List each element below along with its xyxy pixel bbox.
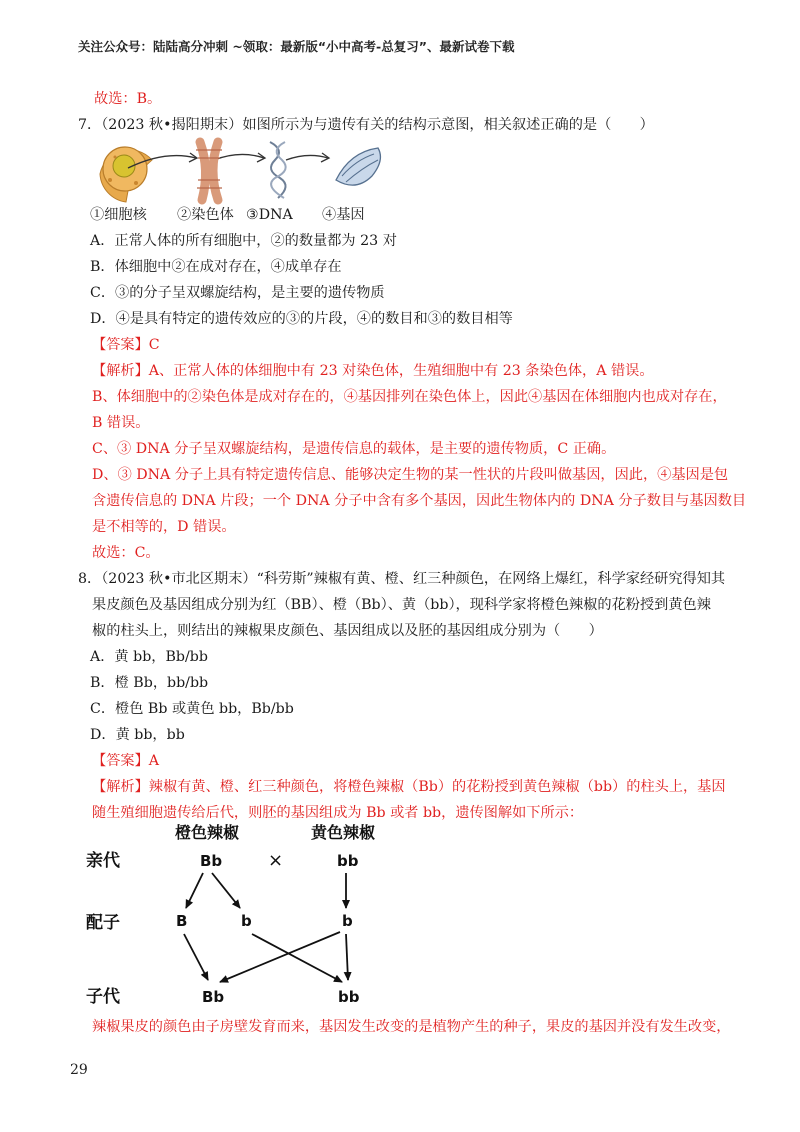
q7-stem: 7．（2023 秋•揭阳期末）如图所示为与遗传有关的结构示意图，相关叙述正确的是（ ）	[78, 117, 654, 133]
q8-option-d: D．黄 bb，bb	[90, 727, 185, 743]
q7-option-c: C．③的分子呈双螺旋结构，是主要的遗传物质	[90, 285, 385, 301]
diagram-row-gamete: 配子	[86, 913, 120, 933]
q8-stem-line-1: 8．（2023 秋•市北区期末）“科劳斯”辣椒有黄、橙、红三种颜色，在网络上爆红，科学家经研究得知其	[78, 571, 726, 587]
q7-analysis-line-7: 是不相等的，D 错误。	[92, 519, 236, 535]
q7-analysis-line-3: B 错误。	[92, 415, 150, 431]
q8-stem-line-3: 椒的柱头上，则结出的辣椒果皮颜色、基因组成以及胚的基因组成分别为（ ）	[92, 623, 603, 639]
q8-analysis-line-1: 【解析】辣椒有黄、橙、红三种颜色，将橙色辣椒（Bb）的花粉授到黄色辣椒（bb）的柱头上，基因	[92, 779, 726, 795]
diagram-header-right: 黄色辣椒	[311, 823, 376, 842]
diagram-header-left: 橙色辣椒	[175, 823, 240, 842]
q7-analysis-line-5: D、③ DNA 分子上具有特定遗传信息、能够决定生物的某一性状的片段叫做基因，因此，④基因是包	[92, 467, 729, 483]
parent-left-genotype: Bb	[200, 852, 223, 870]
q7-analysis-line-1: 【解析】A、正常人体的体细胞中有 23 对染色体，生殖细胞中有 23 条染色体，A 错误。	[92, 363, 654, 379]
q7-option-d: D．④是具有特定的遗传效应的③的片段，④的数目和③的数目相等	[90, 311, 513, 327]
figure-label-dna: ③DNA	[246, 207, 293, 223]
q7-option-b: B．体细胞中②在成对存在，④成单存在	[90, 259, 342, 275]
page-number: 29	[70, 1062, 88, 1078]
q8-analysis-line-2: 随生殖细胞遗传给后代，则胚的基因组成为 Bb 或者 bb，遗传图解如下所示：	[92, 805, 584, 821]
q7-option-a: A．正常人体的所有细胞中，②的数量都为 23 对	[90, 233, 397, 249]
figure-label-gene: ④基因	[322, 207, 365, 223]
cross-symbol: ×	[268, 850, 284, 871]
q8-option-a: A．黄 bb，Bb/bb	[90, 649, 208, 665]
q7-analysis-line-4: C、③ DNA 分子呈双螺旋结构，是遗传信息的载体，是主要的遗传物质，C 正确。	[92, 441, 616, 457]
figure-label-chromosome: ②染色体	[177, 207, 234, 223]
q8-stem-line-2: 果皮颜色及基因组成分别为红（BB）、橙（Bb）、黄（bb），现科学家将橙色辣椒的花粉授到黄色辣	[92, 597, 711, 613]
figure-label-nucleus: ①细胞核	[90, 207, 147, 223]
q8-option-c: C．橙色 Bb 或黄色 bb，Bb/bb	[90, 701, 294, 717]
offspring-1: Bb	[202, 988, 225, 1006]
diagram-row-parent: 亲代	[86, 851, 120, 871]
q7-answer: 【答案】C	[92, 337, 160, 353]
parent-right-genotype: bb	[337, 852, 359, 870]
q7-conclusion: 故选：C。	[92, 545, 160, 561]
diagram-arrows	[184, 873, 348, 982]
offspring-2: bb	[338, 988, 360, 1006]
gamete-1: B	[176, 912, 188, 930]
diagram-row-offspring: 子代	[86, 987, 120, 1007]
q8-answer: 【答案】A	[92, 753, 159, 769]
q8-footer-text: 辣椒果皮的颜色由子房壁发育而来，基因发生改变的是植物产生的种子，果皮的基因并没有发生改变，	[92, 1019, 731, 1035]
previous-conclusion: 故选：B。	[94, 91, 162, 107]
q7-analysis-line-6: 含遗传信息的 DNA 片段；一个 DNA 分子中含有多个基因，因此生物体内的 DNA 分子数目与基因数目	[92, 493, 747, 509]
page-header: 关注公众号：陆陆高分冲刺 ~领取：最新版“小中高考-总复习”、最新试卷下载	[78, 39, 515, 54]
q8-option-b: B．橙 Bb，bb/bb	[90, 675, 209, 691]
gamete-3: b	[342, 912, 353, 930]
q7-analysis-line-2: B、体细胞中的②染色体是成对存在的，④基因排列在染色体上，因此④基因在体细胞内也成对存在，	[92, 389, 727, 405]
gamete-2: b	[241, 912, 252, 930]
